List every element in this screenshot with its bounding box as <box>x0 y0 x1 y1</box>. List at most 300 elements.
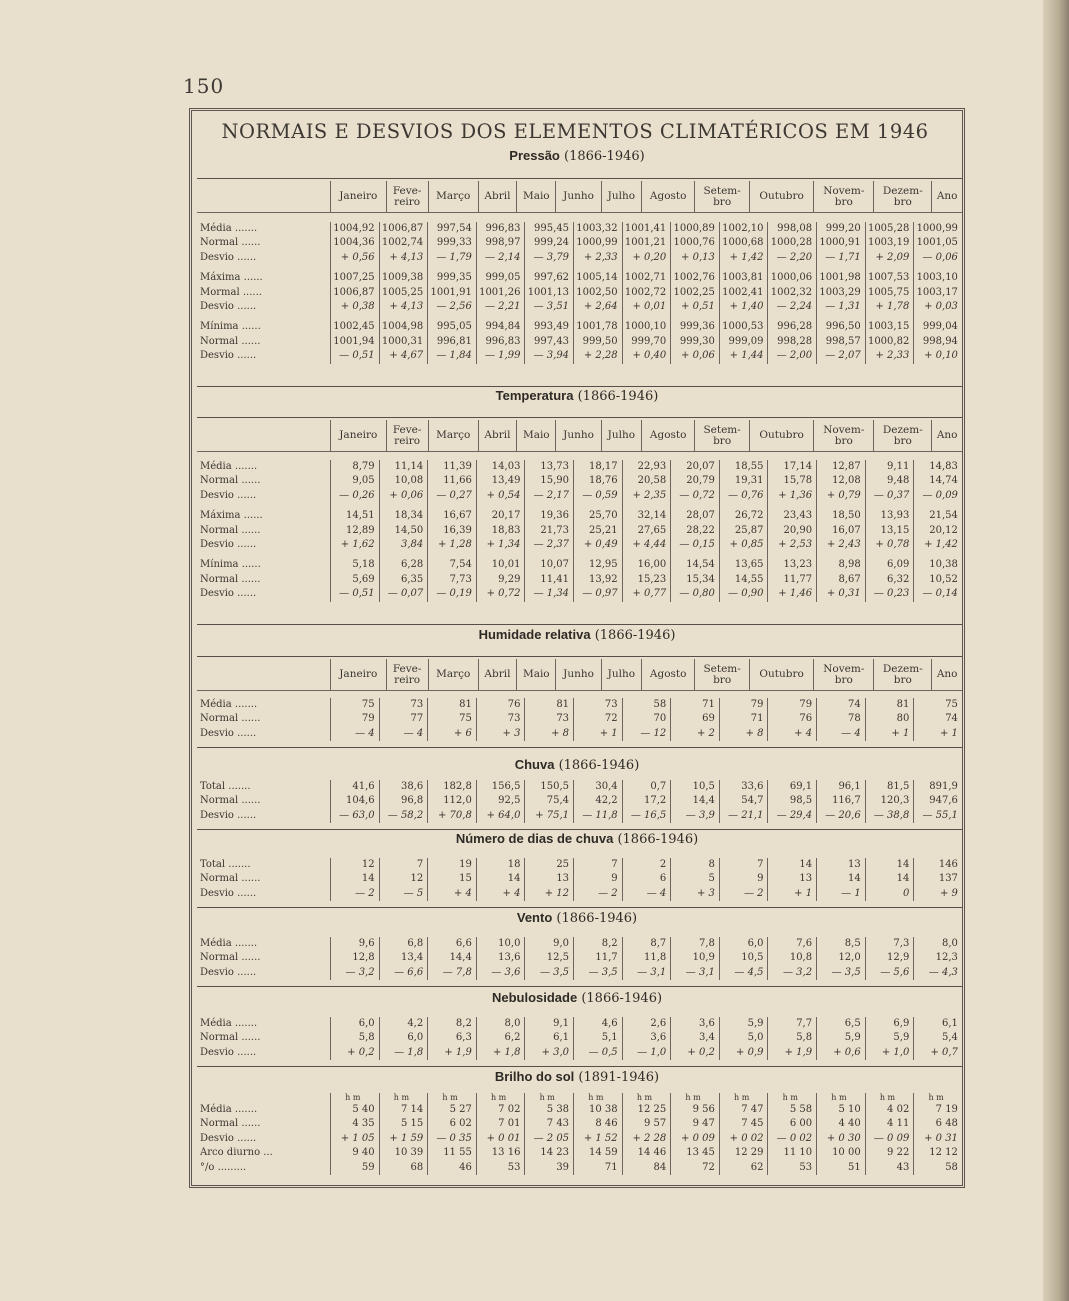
data-cell: + 1 <box>913 727 962 741</box>
row-label: Desvio ...... <box>200 727 257 739</box>
column-header-cell: Setem- bro <box>695 181 749 212</box>
units-row <box>197 1093 962 1103</box>
data-cell: 53 <box>476 1161 525 1175</box>
data-row <box>197 780 962 794</box>
column-header-cell: Outubro <box>749 181 814 212</box>
data-cell: 8,0 <box>913 937 962 951</box>
row-label: Desvio ...... <box>200 588 257 600</box>
data-cell: 75,4 <box>524 794 573 808</box>
section-title-name: Pressão <box>509 148 560 163</box>
data-cell: — 3,94 <box>524 349 573 363</box>
data-cell: + 1 <box>865 727 914 741</box>
data-cell: — 3,2 <box>330 966 379 980</box>
section-title-name: Chuva <box>514 757 555 772</box>
data-cell: — 0 35 <box>427 1132 476 1146</box>
section-title <box>191 388 963 404</box>
data-cell: 1003,19 <box>865 236 914 250</box>
data-cell: 10 00 <box>816 1146 865 1160</box>
units-cell: h m <box>379 1093 428 1103</box>
data-cell: 19,36 <box>524 509 573 523</box>
data-cell: + 1,0 <box>865 1046 914 1060</box>
column-header-cell: Setem- bro <box>695 420 749 451</box>
data-cell: 12,5 <box>524 951 573 965</box>
data-cell: — 2,24 <box>767 300 816 314</box>
data-cell: 891,9 <box>913 780 962 794</box>
data-cell: 1002,45 <box>330 320 379 334</box>
section-end-rule <box>197 1185 962 1186</box>
data-cell: 2 <box>622 858 671 872</box>
data-cell: 14 <box>816 872 865 886</box>
data-cell: + 4,13 <box>379 300 428 314</box>
row-label: Normal ...... <box>200 1032 261 1044</box>
data-cell: 10,01 <box>476 558 525 572</box>
data-cell: 1002,50 <box>573 286 622 300</box>
data-cell: — 2,37 <box>524 538 573 552</box>
data-cell: 9 <box>719 872 768 886</box>
data-cell: + 1,36 <box>767 489 816 503</box>
data-cell: + 64,0 <box>476 809 525 823</box>
data-cell: 73 <box>476 712 525 726</box>
data-cell: 10,38 <box>913 558 962 572</box>
data-cell: 14,83 <box>913 460 962 474</box>
data-cell: 12,95 <box>573 558 622 572</box>
data-cell: 7 19 <box>913 1103 962 1117</box>
data-cell: — 0,23 <box>865 587 914 601</box>
data-cell: — 0,26 <box>330 489 379 503</box>
data-cell: 5,1 <box>573 1031 622 1045</box>
data-cell: + 0,72 <box>476 587 525 601</box>
data-cell: + 0,51 <box>670 300 719 314</box>
data-cell: + 1 <box>767 887 816 901</box>
data-cell: 5,4 <box>913 1031 962 1045</box>
data-cell: 42,2 <box>573 794 622 808</box>
data-cell: + 1 59 <box>379 1132 428 1146</box>
data-row <box>197 727 962 741</box>
data-cell: + 0,40 <box>622 349 671 363</box>
data-cell: — 1,0 <box>622 1046 671 1060</box>
data-cell: 9,05 <box>330 474 379 488</box>
data-cell: — 0 09 <box>865 1132 914 1146</box>
header-blank <box>197 181 331 212</box>
data-cell: 1000,31 <box>379 335 428 349</box>
row-label: Arco diurno ... <box>200 1147 273 1159</box>
data-row <box>197 1146 962 1160</box>
data-cell: 7,73 <box>427 573 476 587</box>
data-cell: 1003,29 <box>816 286 865 300</box>
data-cell: 4,2 <box>379 1017 428 1031</box>
data-cell: 1001,94 <box>330 335 379 349</box>
section-title-period: (1866-1946) <box>559 149 645 164</box>
data-cell: + 2,64 <box>573 300 622 314</box>
column-header-cell: Feve- reiro <box>386 181 428 212</box>
data-cell: — 0,80 <box>670 587 719 601</box>
data-cell: 996,83 <box>476 222 525 236</box>
data-cell: 1002,71 <box>622 271 671 285</box>
data-cell: 14,4 <box>427 951 476 965</box>
section-title-name: Nebulosidade <box>491 990 578 1005</box>
data-cell: + 0,20 <box>622 251 671 265</box>
data-cell: 28,07 <box>670 509 719 523</box>
data-cell: 14,4 <box>670 794 719 808</box>
data-cell: + 1,44 <box>719 349 768 363</box>
data-cell: 5 <box>670 872 719 886</box>
data-cell: 43 <box>865 1161 914 1175</box>
data-cell: 46 <box>427 1161 476 1175</box>
data-cell: 38,6 <box>379 780 428 794</box>
data-cell: 6,0 <box>379 1031 428 1045</box>
column-header <box>197 420 962 451</box>
data-cell: 1002,72 <box>622 286 671 300</box>
data-cell: 999,50 <box>573 335 622 349</box>
data-cell: 996,50 <box>816 320 865 334</box>
row-label: Desvio ...... <box>200 489 257 501</box>
data-cell: 19 <box>427 858 476 872</box>
data-row <box>197 251 962 265</box>
data-cell: 5,18 <box>330 558 379 572</box>
data-cell: 9 <box>573 872 622 886</box>
header-underline <box>197 451 962 452</box>
data-cell: 76 <box>767 712 816 726</box>
data-cell: 53 <box>767 1161 816 1175</box>
data-cell: 74 <box>816 698 865 712</box>
data-cell: 13,92 <box>573 573 622 587</box>
data-cell: — 0,14 <box>913 587 962 601</box>
data-cell: 1002,74 <box>379 236 428 250</box>
data-cell: 1001,41 <box>622 222 671 236</box>
column-header-cell: Junho <box>556 420 601 451</box>
data-cell: — 2,00 <box>767 349 816 363</box>
data-cell: 27,65 <box>622 524 671 538</box>
section-title-period: (1866-1946) <box>577 991 663 1006</box>
data-cell: + 0,38 <box>330 300 379 314</box>
data-cell: + 0,06 <box>670 349 719 363</box>
data-cell: 1005,25 <box>379 286 428 300</box>
data-cell: 3,4 <box>670 1031 719 1045</box>
data-cell: 13 <box>816 858 865 872</box>
data-cell: 62 <box>719 1161 768 1175</box>
data-cell: — 3,5 <box>524 966 573 980</box>
data-cell: 79 <box>719 698 768 712</box>
data-cell: 112,0 <box>427 794 476 808</box>
data-cell: 5 27 <box>427 1103 476 1117</box>
data-cell: 12,9 <box>865 951 914 965</box>
data-cell: 11,14 <box>379 460 428 474</box>
data-cell: 10,8 <box>767 951 816 965</box>
data-cell: 998,57 <box>816 335 865 349</box>
data-cell: 7,6 <box>767 937 816 951</box>
data-cell: 1001,98 <box>816 271 865 285</box>
data-cell: 25,87 <box>719 524 768 538</box>
data-cell: 1000,91 <box>816 236 865 250</box>
data-cell: 6,9 <box>865 1017 914 1031</box>
data-cell: + 0 09 <box>670 1132 719 1146</box>
data-cell: 5 38 <box>524 1103 573 1117</box>
data-row <box>197 236 962 250</box>
data-cell: — 4 <box>816 727 865 741</box>
data-cell: 6,8 <box>379 937 428 951</box>
row-label: Mínima ...... <box>200 559 261 571</box>
data-cell: — 0,5 <box>573 1046 622 1060</box>
data-cell: 999,36 <box>670 320 719 334</box>
data-cell: — 0,72 <box>670 489 719 503</box>
data-cell: 7,54 <box>427 558 476 572</box>
data-cell: — 0,15 <box>670 538 719 552</box>
data-cell: 1002,32 <box>767 286 816 300</box>
data-cell: 9,0 <box>524 937 573 951</box>
data-cell: 17,14 <box>767 460 816 474</box>
data-cell: 994,84 <box>476 320 525 334</box>
data-cell: — 16,5 <box>622 809 671 823</box>
data-cell: + 0,7 <box>913 1046 962 1060</box>
data-cell: 1005,75 <box>865 286 914 300</box>
data-cell: 14 <box>767 858 816 872</box>
data-cell: 8,7 <box>622 937 671 951</box>
data-cell: 1007,25 <box>330 271 379 285</box>
data-cell: 6,5 <box>816 1017 865 1031</box>
data-cell: 1001,13 <box>524 286 573 300</box>
data-row <box>197 320 962 334</box>
header-underline <box>197 690 962 691</box>
data-cell: 9 40 <box>330 1146 379 1160</box>
data-cell: 0 <box>865 887 914 901</box>
data-row <box>197 271 962 285</box>
data-cell: 7 43 <box>524 1117 573 1131</box>
data-cell: + 0 01 <box>476 1132 525 1146</box>
data-cell: 993,49 <box>524 320 573 334</box>
data-cell: — 4 <box>622 887 671 901</box>
data-cell: — 1,79 <box>427 251 476 265</box>
section-title-period: (1866-1946) <box>590 628 676 643</box>
column-header-cell: Maio <box>517 420 556 451</box>
data-cell: 9 56 <box>670 1103 719 1117</box>
data-cell: 8,2 <box>573 937 622 951</box>
section-title <box>191 831 963 847</box>
data-cell: 7,7 <box>767 1017 816 1031</box>
data-cell: 1000,99 <box>913 222 962 236</box>
row-label: Desvio ...... <box>200 887 257 899</box>
section-title-name: Humidade relativa <box>478 627 591 642</box>
data-cell: 6,6 <box>427 937 476 951</box>
data-cell: 9,29 <box>476 573 525 587</box>
data-row <box>197 573 962 587</box>
data-cell: 7 14 <box>379 1103 428 1117</box>
row-label: Desvio ...... <box>200 251 257 263</box>
data-cell: 16,07 <box>816 524 865 538</box>
data-cell: 998,28 <box>767 335 816 349</box>
data-cell: 1003,81 <box>719 271 768 285</box>
column-header-cell: Outubro <box>749 420 814 451</box>
data-cell: 18,55 <box>719 460 768 474</box>
row-label: °/o ......... <box>200 1161 247 1173</box>
data-cell: 20,12 <box>913 524 962 538</box>
data-cell: 4 40 <box>816 1117 865 1131</box>
section-title-name: Temperatura <box>495 388 574 403</box>
row-label: Máxima ...... <box>200 272 263 284</box>
data-row <box>197 951 962 965</box>
data-cell: 15 <box>427 872 476 886</box>
column-header-cell: Agosto <box>642 420 695 451</box>
data-cell: 3,84 <box>379 538 428 552</box>
data-cell: 77 <box>379 712 428 726</box>
data-cell: 12,87 <box>816 460 865 474</box>
column-header <box>197 181 962 212</box>
data-row <box>197 222 962 236</box>
data-cell: + 2,33 <box>865 349 914 363</box>
data-cell: + 0,03 <box>913 300 962 314</box>
column-header-cell: Ano <box>932 181 962 212</box>
data-cell: 11,77 <box>767 573 816 587</box>
data-cell: 78 <box>816 712 865 726</box>
data-cell: + 1,42 <box>719 251 768 265</box>
section-title-name: Brilho do sol <box>494 1069 575 1084</box>
units-cell: h m <box>670 1093 719 1103</box>
data-cell: — 1,34 <box>524 587 573 601</box>
data-row <box>197 698 962 712</box>
data-cell: 7 45 <box>719 1117 768 1131</box>
page-binding-edge <box>1043 0 1069 1301</box>
data-cell: 182,8 <box>427 780 476 794</box>
page-number: 150 <box>183 74 225 98</box>
data-cell: + 2,28 <box>573 349 622 363</box>
section-end-rule <box>197 907 962 908</box>
data-cell: — 11,8 <box>573 809 622 823</box>
data-cell: 3,6 <box>622 1031 671 1045</box>
column-header-cell: Setem- bro <box>695 659 749 690</box>
data-cell: — 2,14 <box>476 251 525 265</box>
column-header-cell: Março <box>428 420 478 451</box>
data-cell: 4 35 <box>330 1117 379 1131</box>
row-label: Mínima ...... <box>200 321 261 333</box>
column-header-cell: Janeiro <box>331 659 387 690</box>
column-header-cell: Maio <box>517 659 556 690</box>
data-row <box>197 335 962 349</box>
data-cell: — 0,59 <box>573 489 622 503</box>
data-cell: 32,14 <box>622 509 671 523</box>
data-cell: 11 55 <box>427 1146 476 1160</box>
data-cell: + 70,8 <box>427 809 476 823</box>
data-cell: + 4,13 <box>379 251 428 265</box>
data-cell: 10 39 <box>379 1146 428 1160</box>
data-cell: 12 <box>379 872 428 886</box>
data-cell: 18 <box>476 858 525 872</box>
column-header-cell: Novem- bro <box>814 659 874 690</box>
data-cell: — 2 <box>330 887 379 901</box>
data-cell: 5 40 <box>330 1103 379 1117</box>
data-cell: — 2 <box>719 887 768 901</box>
data-cell: + 1 52 <box>573 1132 622 1146</box>
data-cell: 5 15 <box>379 1117 428 1131</box>
header-rule <box>197 417 962 418</box>
data-cell: 999,70 <box>622 335 671 349</box>
data-cell: 68 <box>379 1161 428 1175</box>
data-cell: 10,08 <box>379 474 428 488</box>
data-cell: 58 <box>622 698 671 712</box>
data-cell: 116,7 <box>816 794 865 808</box>
data-row <box>197 460 962 474</box>
data-cell: — 3,9 <box>670 809 719 823</box>
data-cell: 6,0 <box>330 1017 379 1031</box>
data-cell: — 2,07 <box>816 349 865 363</box>
data-cell: 72 <box>670 1161 719 1175</box>
data-cell: 81 <box>865 698 914 712</box>
data-cell: 74 <box>913 712 962 726</box>
data-cell: 4 02 <box>865 1103 914 1117</box>
data-cell: 3,6 <box>670 1017 719 1031</box>
data-cell: 0,7 <box>622 780 671 794</box>
data-cell: 30,4 <box>573 780 622 794</box>
data-cell: — 4 <box>379 727 428 741</box>
data-cell: + 0 31 <box>913 1132 962 1146</box>
column-header-cell: Janeiro <box>331 181 387 212</box>
row-label: Desvio ...... <box>200 809 257 821</box>
data-row <box>197 1017 962 1031</box>
data-cell: 39 <box>524 1161 573 1175</box>
data-cell: 14,03 <box>476 460 525 474</box>
data-cell: 81 <box>427 698 476 712</box>
units-cell: h m <box>476 1093 525 1103</box>
section-body <box>197 780 962 823</box>
data-cell: 75 <box>913 698 962 712</box>
data-cell: + 0,9 <box>719 1046 768 1060</box>
data-cell: — 0,90 <box>719 587 768 601</box>
units-cell: h m <box>524 1093 573 1103</box>
data-cell: 16,39 <box>427 524 476 538</box>
data-row <box>197 474 962 488</box>
data-cell: 5,9 <box>865 1031 914 1045</box>
data-cell: 137 <box>913 872 962 886</box>
units-cell: h m <box>767 1093 816 1103</box>
data-cell: 4,6 <box>573 1017 622 1031</box>
data-cell: 26,72 <box>719 509 768 523</box>
data-cell: 1002,10 <box>719 222 768 236</box>
data-cell: 7 02 <box>476 1103 525 1117</box>
data-cell: 997,62 <box>524 271 573 285</box>
data-cell: 70 <box>622 712 671 726</box>
data-cell: 10,5 <box>670 780 719 794</box>
data-cell: 12 12 <box>913 1146 962 1160</box>
data-cell: 15,34 <box>670 573 719 587</box>
data-cell: 20,07 <box>670 460 719 474</box>
data-cell: — 1,84 <box>427 349 476 363</box>
data-cell: 6,1 <box>913 1017 962 1031</box>
row-label: Desvio ...... <box>200 966 257 978</box>
data-cell: 12,0 <box>816 951 865 965</box>
data-cell: + 1,40 <box>719 300 768 314</box>
data-cell: 20,58 <box>622 474 671 488</box>
data-cell: 1000,82 <box>865 335 914 349</box>
data-cell: 1006,87 <box>330 286 379 300</box>
data-cell: 1001,91 <box>427 286 476 300</box>
data-cell: 80 <box>865 712 914 726</box>
data-cell: 18,34 <box>379 509 428 523</box>
data-cell: — 0,06 <box>913 251 962 265</box>
data-cell: 1005,28 <box>865 222 914 236</box>
data-cell: + 0,56 <box>330 251 379 265</box>
data-cell: 13 <box>767 872 816 886</box>
data-cell: 7,8 <box>670 937 719 951</box>
data-cell: 9 22 <box>865 1146 914 1160</box>
column-header-cell: Agosto <box>642 181 695 212</box>
data-cell: 13,49 <box>476 474 525 488</box>
data-cell: 8,79 <box>330 460 379 474</box>
data-cell: 6,35 <box>379 573 428 587</box>
data-cell: 998,97 <box>476 236 525 250</box>
data-row <box>197 809 962 823</box>
data-cell: — 2 05 <box>524 1132 573 1146</box>
data-cell: + 0,01 <box>622 300 671 314</box>
data-cell: + 2,35 <box>622 489 671 503</box>
data-row <box>197 489 962 503</box>
